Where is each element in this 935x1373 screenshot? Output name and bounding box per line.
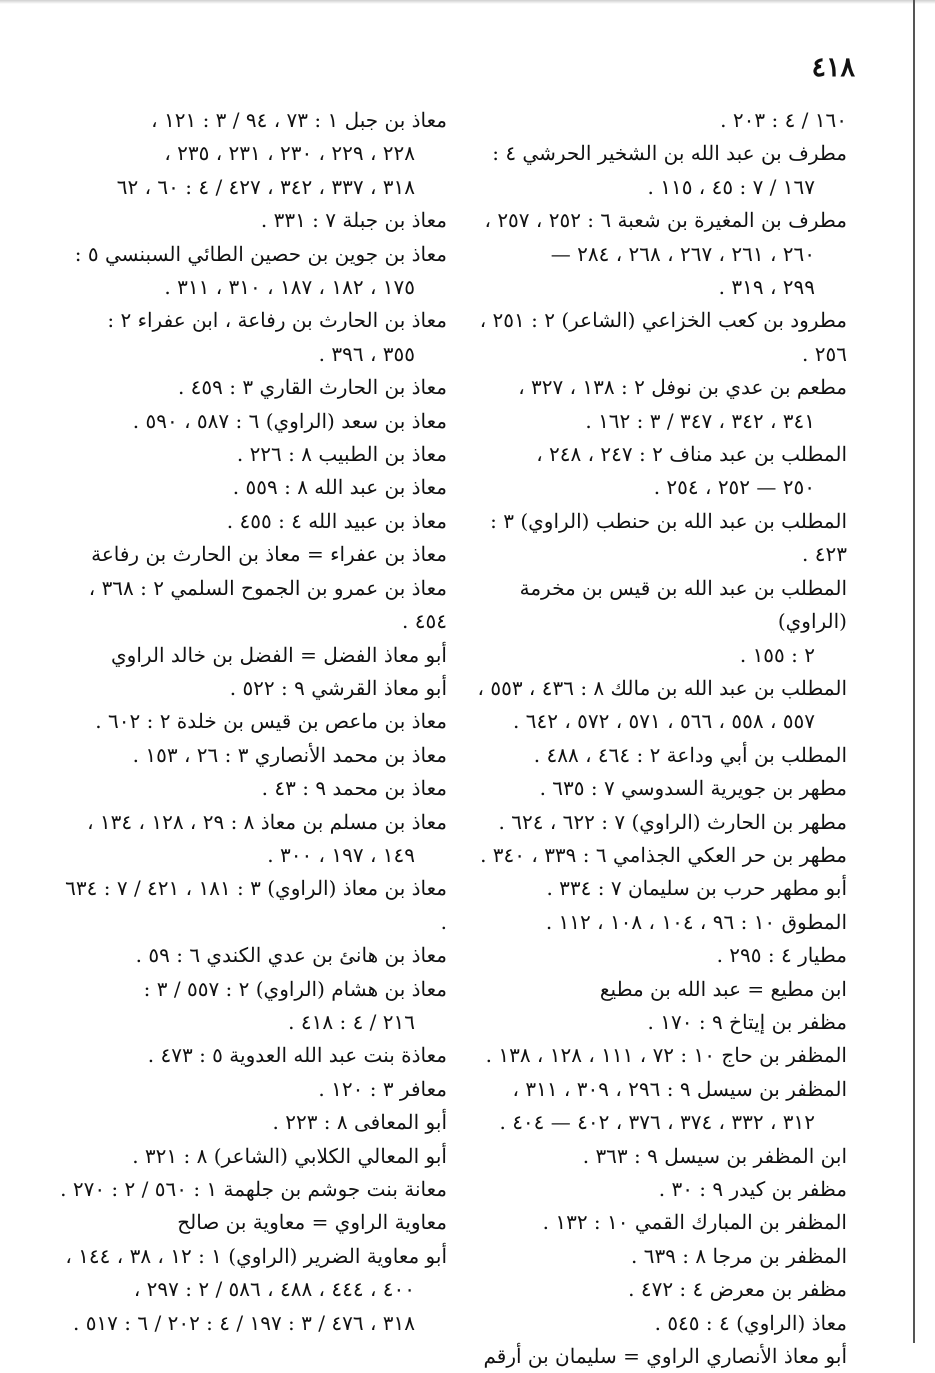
- entry-heading-line: أبو معاذ الأنصاري الراوي = سليمان بن أرقم: [483, 1344, 847, 1369]
- index-entry: [59, 872, 447, 939]
- entry-heading-line: معاذ بن محمد ٩ : ٤٣ .: [261, 776, 447, 801]
- index-entry: [471, 1039, 847, 1072]
- index-entry: [59, 705, 447, 738]
- index-entry: [471, 1340, 847, 1373]
- page-top-shadow: [0, 0, 935, 4]
- entry-heading-line: ١٦٠ / ٤ : ٢٠٣ .: [720, 108, 847, 132]
- entry-heading-line: ابن مطيع = عبد الله بن مطيع: [599, 976, 847, 1001]
- index-entry: [59, 471, 447, 504]
- entry-heading-line: المظفر بن حاج ١٠ : ٧٢ ، ١١١ ، ١٢٨ ، ١٣٨ .: [485, 1043, 847, 1068]
- index-entry: [59, 538, 447, 571]
- entry-heading-line: أبو المعالي الكلابي (الشاعر) ٨ : ٣٢١ .: [132, 1143, 447, 1168]
- index-entry: [471, 872, 847, 905]
- entry-heading-line: معاذ بن عبد الله ٨ : ٥٥٩ .: [232, 475, 447, 500]
- index-entry: [59, 204, 447, 237]
- entry-heading-line: مطرف بن عبد الله بن الشخير الحرشي ٤ :: [492, 141, 847, 166]
- index-entry: [59, 572, 447, 639]
- entry-continuation-line: ٣١٨ ، ٤٧٦ / ٣ : ١٩٧ / ٤ : ٢٠٢ / ٦ : ٥١٧ .: [72, 1310, 415, 1335]
- index-entry: [471, 1073, 847, 1140]
- entry-continuation-line: ٣١٢ ، ٣٣٢ ، ٣٧٤ ، ٣٧٦ ، ٤٠٢ — ٤٠٤ .: [499, 1110, 815, 1135]
- index-entry: [59, 806, 447, 873]
- entry-heading-line: معاذ بن معاذ (الراوي) ٣ : ١٨١ ، ٤٢١ / ٧ : ٦٣٤ .: [65, 876, 447, 934]
- index-entry: [59, 939, 447, 972]
- page-edge-line: [913, 0, 915, 1343]
- index-entry: [59, 1206, 447, 1239]
- entry-continuation-line: ٣٥٥ ، ٣٩٦ .: [318, 341, 415, 366]
- entry-heading-line: أبو معاذ الفضل = الفضل بن خالد الراوي: [111, 642, 447, 667]
- entry-continuation-line: ٢٦٠ ، ٢٦١ ، ٢٦٧ ، ٢٦٨ ، ٢٨٤ —: [550, 241, 815, 266]
- entry-heading-line: معاذ بن سعد (الراوي) ٦ : ٥٨٧ ، ٥٩٠ .: [132, 408, 447, 433]
- index-entry: [471, 304, 847, 371]
- entry-heading-line: مطيار ٤ : ٢٩٥ .: [716, 943, 847, 968]
- entry-continuation-line: ٢ : ١٥٥ .: [739, 642, 815, 667]
- index-entry: [471, 1206, 847, 1239]
- entry-heading-line: معاذ بن الطبيب ٨ : ٢٢٦ .: [236, 442, 447, 467]
- entry-heading-line: أبو معاوية الضرير (الراوي) ١ : ١٢ ، ٣٨ ، ١٤٤ ،: [65, 1243, 447, 1268]
- entry-continuation-line: ٤٠٠ ، ٤٤٤ ، ٤٨٨ ، ٥٨٦ / ٢ : ٢٩٧ ،: [133, 1277, 415, 1302]
- entry-heading-line: معاذ بن ماعص بن قيس بن خلدة ٢ : ٦٠٢ .: [95, 709, 447, 734]
- index-entry: [59, 672, 447, 705]
- entry-heading-line: مطهر بن جويرية السدوسي ٧ : ٦٣٥ .: [539, 776, 847, 801]
- index-entry: [471, 505, 847, 572]
- entry-heading-line: المطلب بن عبد الله بن حنطب (الراوي) ٣ : ٤٢٣ .: [490, 508, 847, 567]
- index-column-left: [59, 104, 447, 1340]
- entry-heading-line: مطرف بن المغيرة بن شعبة ٦ : ٢٥٢ ، ٢٥٧ ،: [484, 208, 847, 233]
- index-entry: [59, 405, 447, 438]
- index-entry: [59, 772, 447, 805]
- index-entry: [471, 1173, 847, 1206]
- entry-continuation-line: ١٦٧ / ٧ : ٤٥ ، ١١٥ .: [647, 174, 815, 199]
- entry-heading-line: معاذ بن هانئ بن عدي الكندي ٦ : ٥٩ .: [135, 943, 447, 968]
- entry-continuation-line: ١٧٥ ، ١٨٢ ، ١٨٧ ، ٣١٠ ، ٣١١ .: [164, 275, 415, 300]
- entry-heading-line: معاذ بن جبلة ٧ : ٣٣١ .: [260, 208, 447, 233]
- entry-heading-line: مطعم بن عدي بن نوفل ٢ : ١٣٨ ، ٣٢٧ ،: [518, 375, 847, 400]
- entry-heading-line: معاذ بن جوين بن حصين الطائي السبنسي ٥ :: [74, 241, 447, 266]
- entry-heading-line: معاذ بن عمرو بن الجموح السلمي ٢ : ٣٦٨ ، ٤٥٤ .: [88, 575, 447, 634]
- index-entry: [59, 505, 447, 538]
- index-entry: [471, 204, 847, 304]
- index-entry: [471, 1240, 847, 1273]
- index-entry: [59, 238, 447, 305]
- entry-heading-line: مظفر بن كيدر ٩ : ٣٠ .: [658, 1177, 847, 1201]
- entry-continuation-line: ٥٥٧ ، ٥٥٨ ، ٥٦٦ ، ٥٧١ ، ٥٧٢ ، ٦٤٢ .: [513, 709, 815, 734]
- entry-continuation-line: ٢٢٨ ، ٢٢٩ ، ٢٣٠ ، ٢٣١ ، ٢٣٥ ،: [164, 141, 415, 166]
- entry-heading-line: المطوق ١٠ : ٩٦ ، ١٠٤ ، ١٠٨ ، ١١٢ .: [545, 909, 847, 934]
- index-entry: [59, 104, 447, 204]
- index-entry: [471, 1273, 847, 1306]
- entry-heading-line: المطلب بن عبد مناف ٢ : ٢٤٧ ، ٢٤٨ ،: [536, 442, 847, 467]
- index-entry: [59, 1106, 447, 1139]
- index-entry: [59, 1240, 447, 1340]
- index-entry: [471, 104, 847, 137]
- entry-heading-line: أبو المعافى ٨ : ٢٢٣ .: [272, 1110, 447, 1135]
- index-entry: [471, 739, 847, 772]
- entry-continuation-line: ٢٥٠ — ٢٥٢ ، ٢٥٤ .: [653, 475, 815, 500]
- index-entry: [59, 639, 447, 672]
- index-entry: [471, 1140, 847, 1173]
- entry-heading-line: معافر ٣ : ١٢٠ .: [318, 1076, 447, 1101]
- entry-continuation-line: ١٤٩ ، ١٩٧ ، ٣٠٠ .: [267, 842, 415, 867]
- entry-heading-line: مطرود بن كعب الخزاعي (الشاعر) ٢ : ٢٥١ ، ٢٥٦ .: [479, 308, 847, 366]
- index-entry: [471, 906, 847, 939]
- entry-heading-line: معاذ بن الحارث بن رفاعة ، ابن عفراء ٢ :: [107, 308, 447, 333]
- index-entry: [59, 438, 447, 471]
- page-number: ٤١٨: [811, 52, 855, 83]
- entry-heading-line: معاذ بن عبيد الله ٤ : ٤٥٥ .: [226, 508, 447, 533]
- entry-heading-line: المظفر بن سيسل ٩ : ٢٩٦ ، ٣٠٩ ، ٣١١ ،: [512, 1076, 847, 1101]
- entry-heading-line: أبو مطهر حرب بن سليمان ٧ : ٣٣٤ .: [546, 876, 847, 901]
- index-entry: [471, 438, 847, 505]
- index-entry: [471, 1006, 847, 1039]
- index-entry: [471, 371, 847, 438]
- entry-heading-line: مطهر بن حر العكي الجذامي ٦ : ٣٣٩ ، ٣٤٠ .: [480, 842, 847, 867]
- entry-continuation-line: ٢١٦ / ٤ : ٤١٨ .: [288, 1009, 415, 1034]
- entry-heading-line: المطلب بن أبي وداعة ٢ : ٤٦٤ ، ٤٨٨ .: [533, 742, 847, 767]
- index-entry: [59, 1073, 447, 1106]
- entry-heading-line: المظفر بن المبارك القمي ١٠ : ١٣٢ .: [542, 1210, 847, 1235]
- entry-heading-line: معاوية الراوي = معاوية بن صالح: [177, 1210, 447, 1235]
- index-entry: [471, 939, 847, 972]
- entry-continuation-line: ٢٩٩ ، ٣١٩ .: [718, 275, 815, 300]
- index-entry: [471, 806, 847, 839]
- entry-continuation-line: ٣٤١ ، ٣٤٢ ، ٣٤٧ / ٣ : ١٦٢ .: [585, 408, 815, 433]
- entry-heading-line: معاذ بن مسلم بن معاذ ٨ : ٢٩ ، ١٢٨ ، ١٣٤ ،: [87, 809, 447, 834]
- index-entry: [471, 772, 847, 805]
- entry-heading-line: معاذ بن محمد الأنصاري ٣ : ٢٦ ، ١٥٣ .: [132, 742, 447, 767]
- entry-heading-line: معاذ (الراوي) ٤ : ٥٤٥ .: [654, 1310, 847, 1335]
- entry-heading-line: ابن المظفر بن سيسل ٩ : ٣٦٣ .: [582, 1143, 847, 1168]
- index-entry: [59, 1173, 447, 1206]
- entry-heading-line: معاذة بنت عبد الله العدوية ٥ : ٤٧٣ .: [147, 1043, 447, 1068]
- index-entry: [471, 973, 847, 1006]
- entry-heading-line: المطلب بن عبد الله بن قيس بن مخرمة (الراوي): [519, 575, 847, 634]
- entry-heading-line: مطهر بن الحارث (الراوي) ٧ : ٦٢٢ ، ٦٢٤ .: [498, 809, 847, 834]
- index-entry: [59, 1140, 447, 1173]
- index-entry: [59, 973, 447, 1040]
- index-entry: [59, 371, 447, 404]
- entry-heading-line: معانة بنت جوشم بن جلهمة ١ : ٥٦٠ / ٢ : ٢٧٠ .: [60, 1177, 447, 1201]
- index-entry: [59, 739, 447, 772]
- entry-heading-line: معاذ بن جبل ١ : ٧٣ ، ٩٤ / ٣ : ١٢١ ،: [151, 108, 447, 132]
- entry-heading-line: معاذ بن الحارث القاري ٣ : ٤٥٩ .: [177, 375, 447, 400]
- index-entry: [59, 1039, 447, 1072]
- entry-continuation-line: ٣١٨ ، ٣٣٧ ، ٣٤٢ ، ٤٢٧ / ٤ : ٦٠ ، ٦٢: [116, 174, 415, 199]
- index-entry: [471, 137, 847, 204]
- entry-heading-line: المظفر بن مرجا ٨ : ٦٣٩ .: [631, 1243, 847, 1268]
- entry-heading-line: مظفر بن إيتاخ ٩ : ١٧٠ .: [647, 1009, 847, 1034]
- index-entry: [471, 839, 847, 872]
- index-entry: [471, 572, 847, 672]
- index-entry: [471, 672, 847, 739]
- entry-heading-line: مظفر بن معرض ٤ : ٤٧٢ .: [628, 1277, 847, 1302]
- index-entry: [59, 304, 447, 371]
- entry-heading-line: معاذ بن هشام (الراوي) ٢ : ٥٥٧ / ٣ :: [143, 976, 447, 1001]
- index-column-right: [471, 104, 847, 1373]
- entry-heading-line: المطلب بن عبد الله بن مالك ٨ : ٤٣٦ ، ٥٥٣ ،: [477, 675, 847, 700]
- entry-heading-line: أبو معاذ القرشي ٩ : ٥٢٢ .: [229, 675, 447, 700]
- entry-heading-line: معاذ بن عفراء = معاذ بن الحارث بن رفاعة: [91, 542, 447, 567]
- index-entry: [471, 1307, 847, 1340]
